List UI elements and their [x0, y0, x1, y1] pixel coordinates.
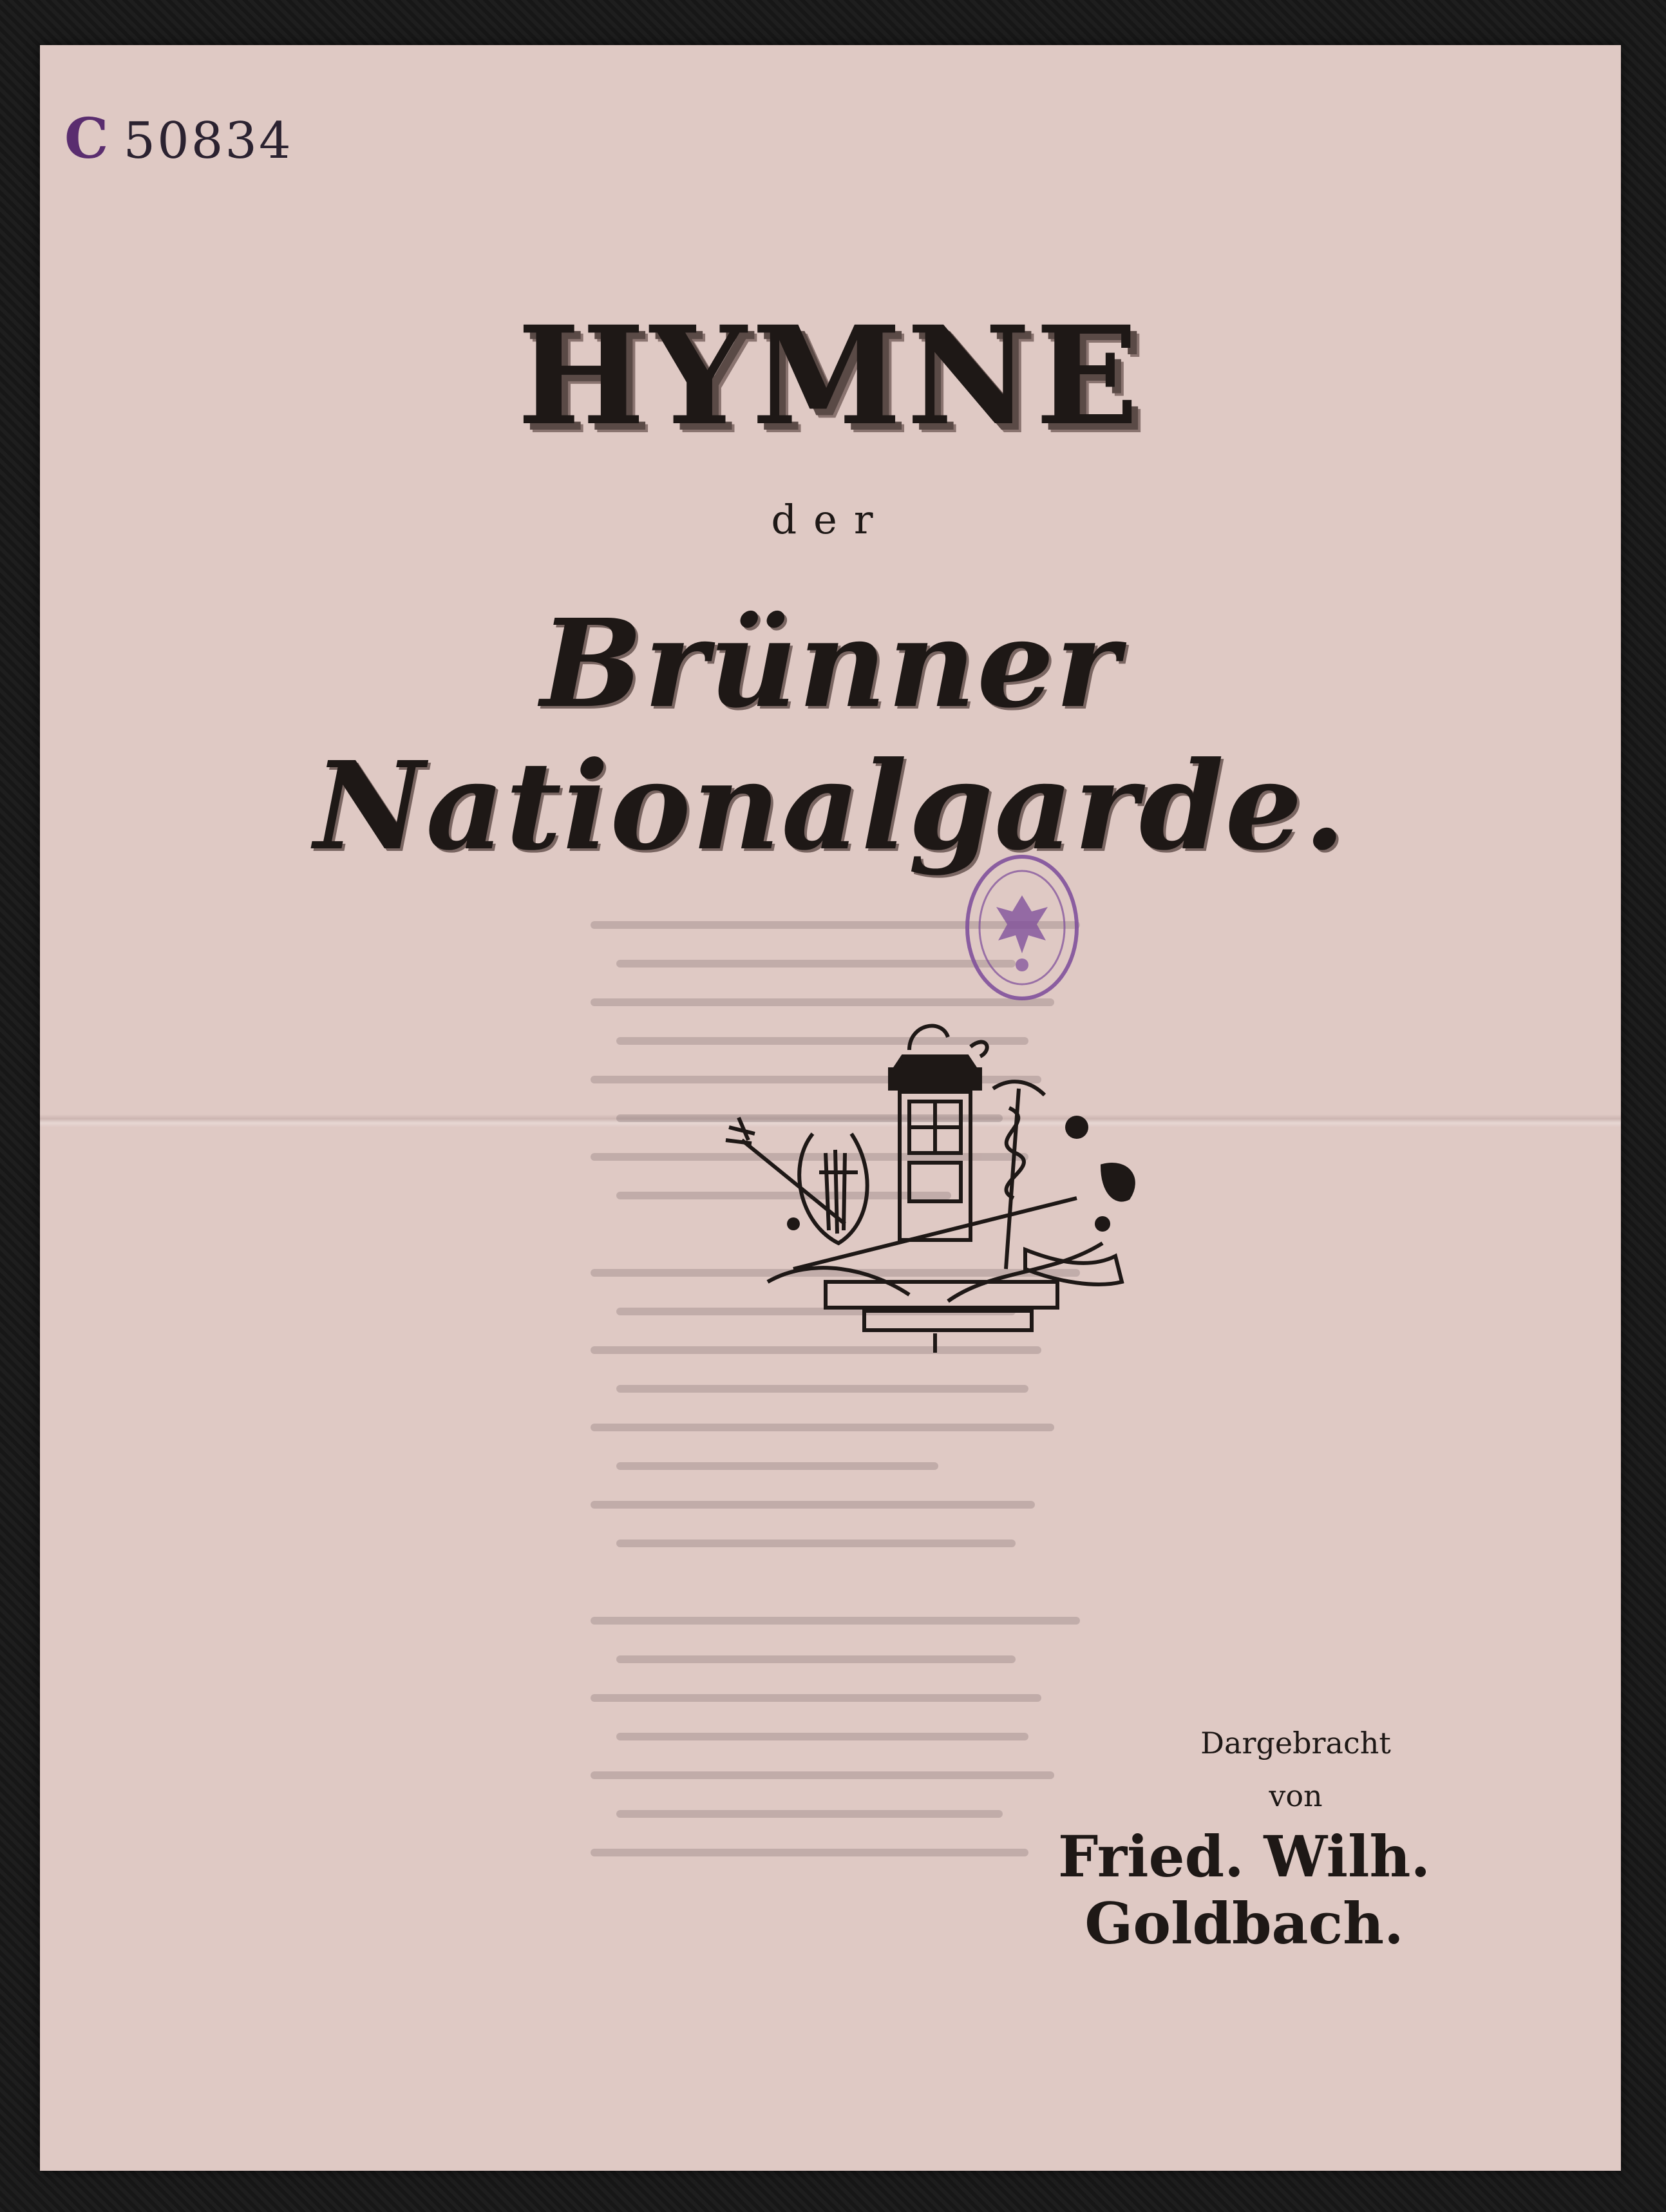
dedication-line-1: Dargebracht: [1200, 1726, 1391, 1760]
shelfmark: [64, 106, 293, 171]
subtitle: Brünner Nationalgarde.: [314, 593, 1347, 877]
dedication-line-2: von: [1269, 1778, 1323, 1813]
poster-sheet: [40, 45, 1621, 2171]
dedication: [1096, 1717, 1495, 1822]
author-name: Fried. Wilh. Goldbach.: [1057, 1823, 1431, 1957]
shelfmark-number: 50834: [123, 112, 293, 170]
printing-press-emblem-icon: [716, 1011, 1160, 1359]
shelfmark-prefix: C: [64, 106, 111, 171]
title-hymne: HYMNE: [517, 296, 1144, 455]
library-stamp-eagle-icon: [961, 850, 1083, 1005]
title-connector: der: [771, 496, 890, 543]
